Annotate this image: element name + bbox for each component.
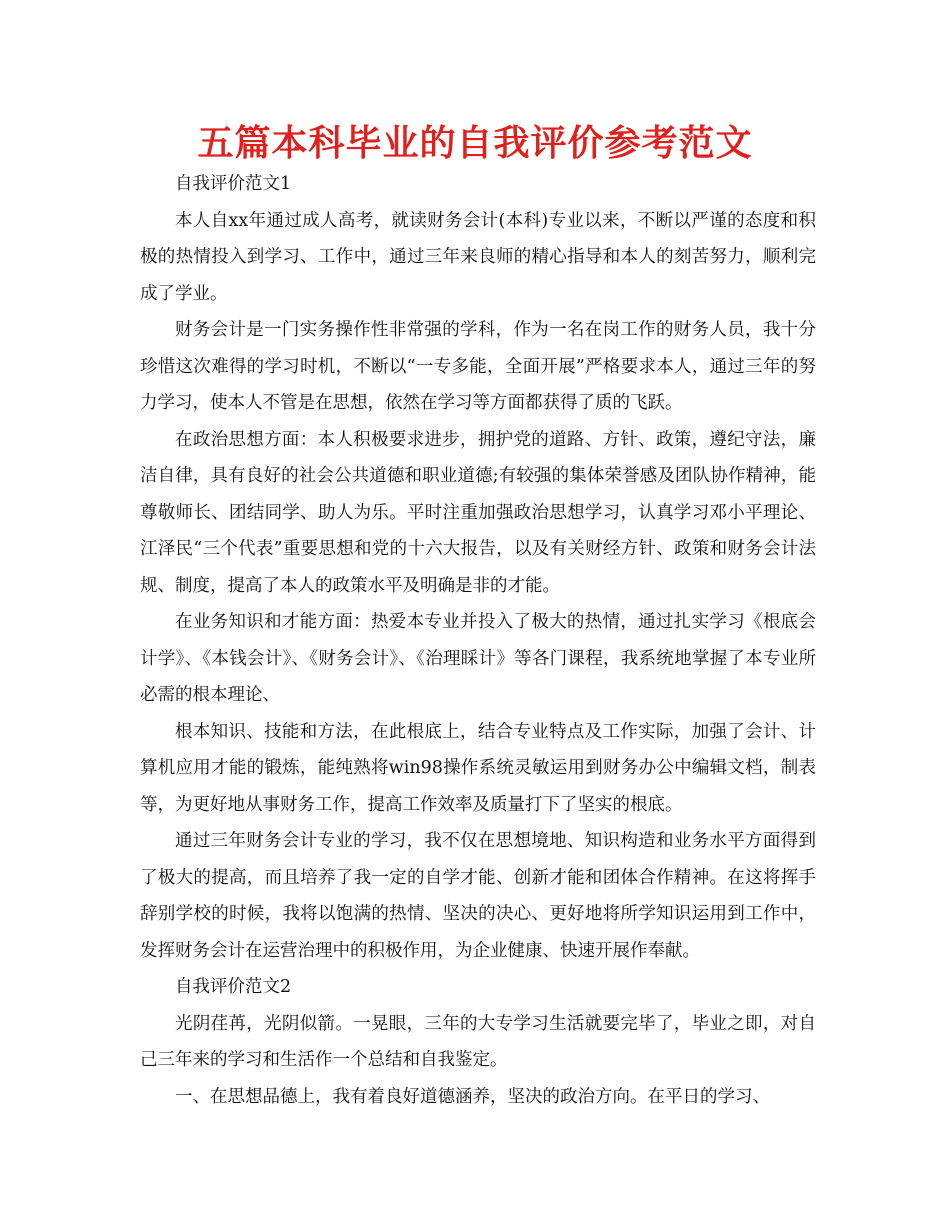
section-heading-1: 自我评价范文1 [175,174,292,194]
paragraph: 通过三年财务会计专业的学习，我不仅在思想境地、知识构造和业务水平方面得到了极大的提高，而且培养了我一定的自学才能、创新才能和团体合作精神。在这将挥手辞别学校的时候，我将以饱满的热情、坚决的决心、更好地将所学知识运用到工作中，发挥财务会计在运营治理中的积极作用，为企业健康、快速开展作奉献。 [140,831,816,961]
paragraph: 一、在思想品德上，我有着良好道德涵养，坚决的政治方向。在平日的学习、 [175,1086,770,1107]
paragraph: 光阴荏苒，光阴似箭。一晃眼，三年的大专学习生活就要完毕了，毕业之即，对自己三年来的学习和生活作一个总结和自我鉴定。 [140,1013,816,1070]
paragraph: 在政治思想方面：本人积极要求进步，拥护党的道路、方针、政策，遵纪守法，廉洁自律，具有良好的社会公共道德和职业道德;有较强的集体荣誉感及团队协作精神，能尊敬师长、团结同学、助人为乐。平时注重加强政治思想学习，认真学习邓小平理论、江泽民“三个代表”重要思想和党的十六大报告，以及有关财经方针、政策和财务会计法规、制度，提高了本人的政策水平及明确是非的才能。 [140,429,816,596]
paragraph: 根本知识、技能和方法，在此根底上，结合专业特点及工作实际，加强了会计、计算机应用才能的锻炼，能纯熟将win98操作系统灵敏运用到财务办公中编辑文档，制表等，为更好地从事财务工作，提高工作效率及质量打下了坚实的根底。 [140,721,816,815]
paragraph: 本人自xx年通过成人高考，就读财务会计(本科)专业以来，不断以严谨的态度和积极的热情投入到学习、工作中，通过三年来良师的精心指导和本人的刻苦努力，顺利完成了学业。 [140,210,816,304]
document-title: 五篇本科毕业的自我评价参考范文 [197,123,753,164]
paragraph: 在业务知识和才能方面：热爱本专业并投入了极大的热情，通过扎实学习《根底会计学》、《本钱会计》、《财务会计》、《治理睬计》等各门课程，我系统地掌握了本专业所必需的根本理论、 [140,612,816,705]
document-body [140,166,816,1115]
paragraph: 财务会计是一门实务操作性非常强的学科，作为一名在岗工作的财务人员，我十分珍惜这次难得的学习时机，不断以“一专多能，全面开展”严格要求本人，通过三年的努力学习，使本人不管是在思想，依然在学习等方面都获得了质的飞跃。 [140,320,816,413]
section-heading-2: 自我评价范文2 [175,977,292,997]
